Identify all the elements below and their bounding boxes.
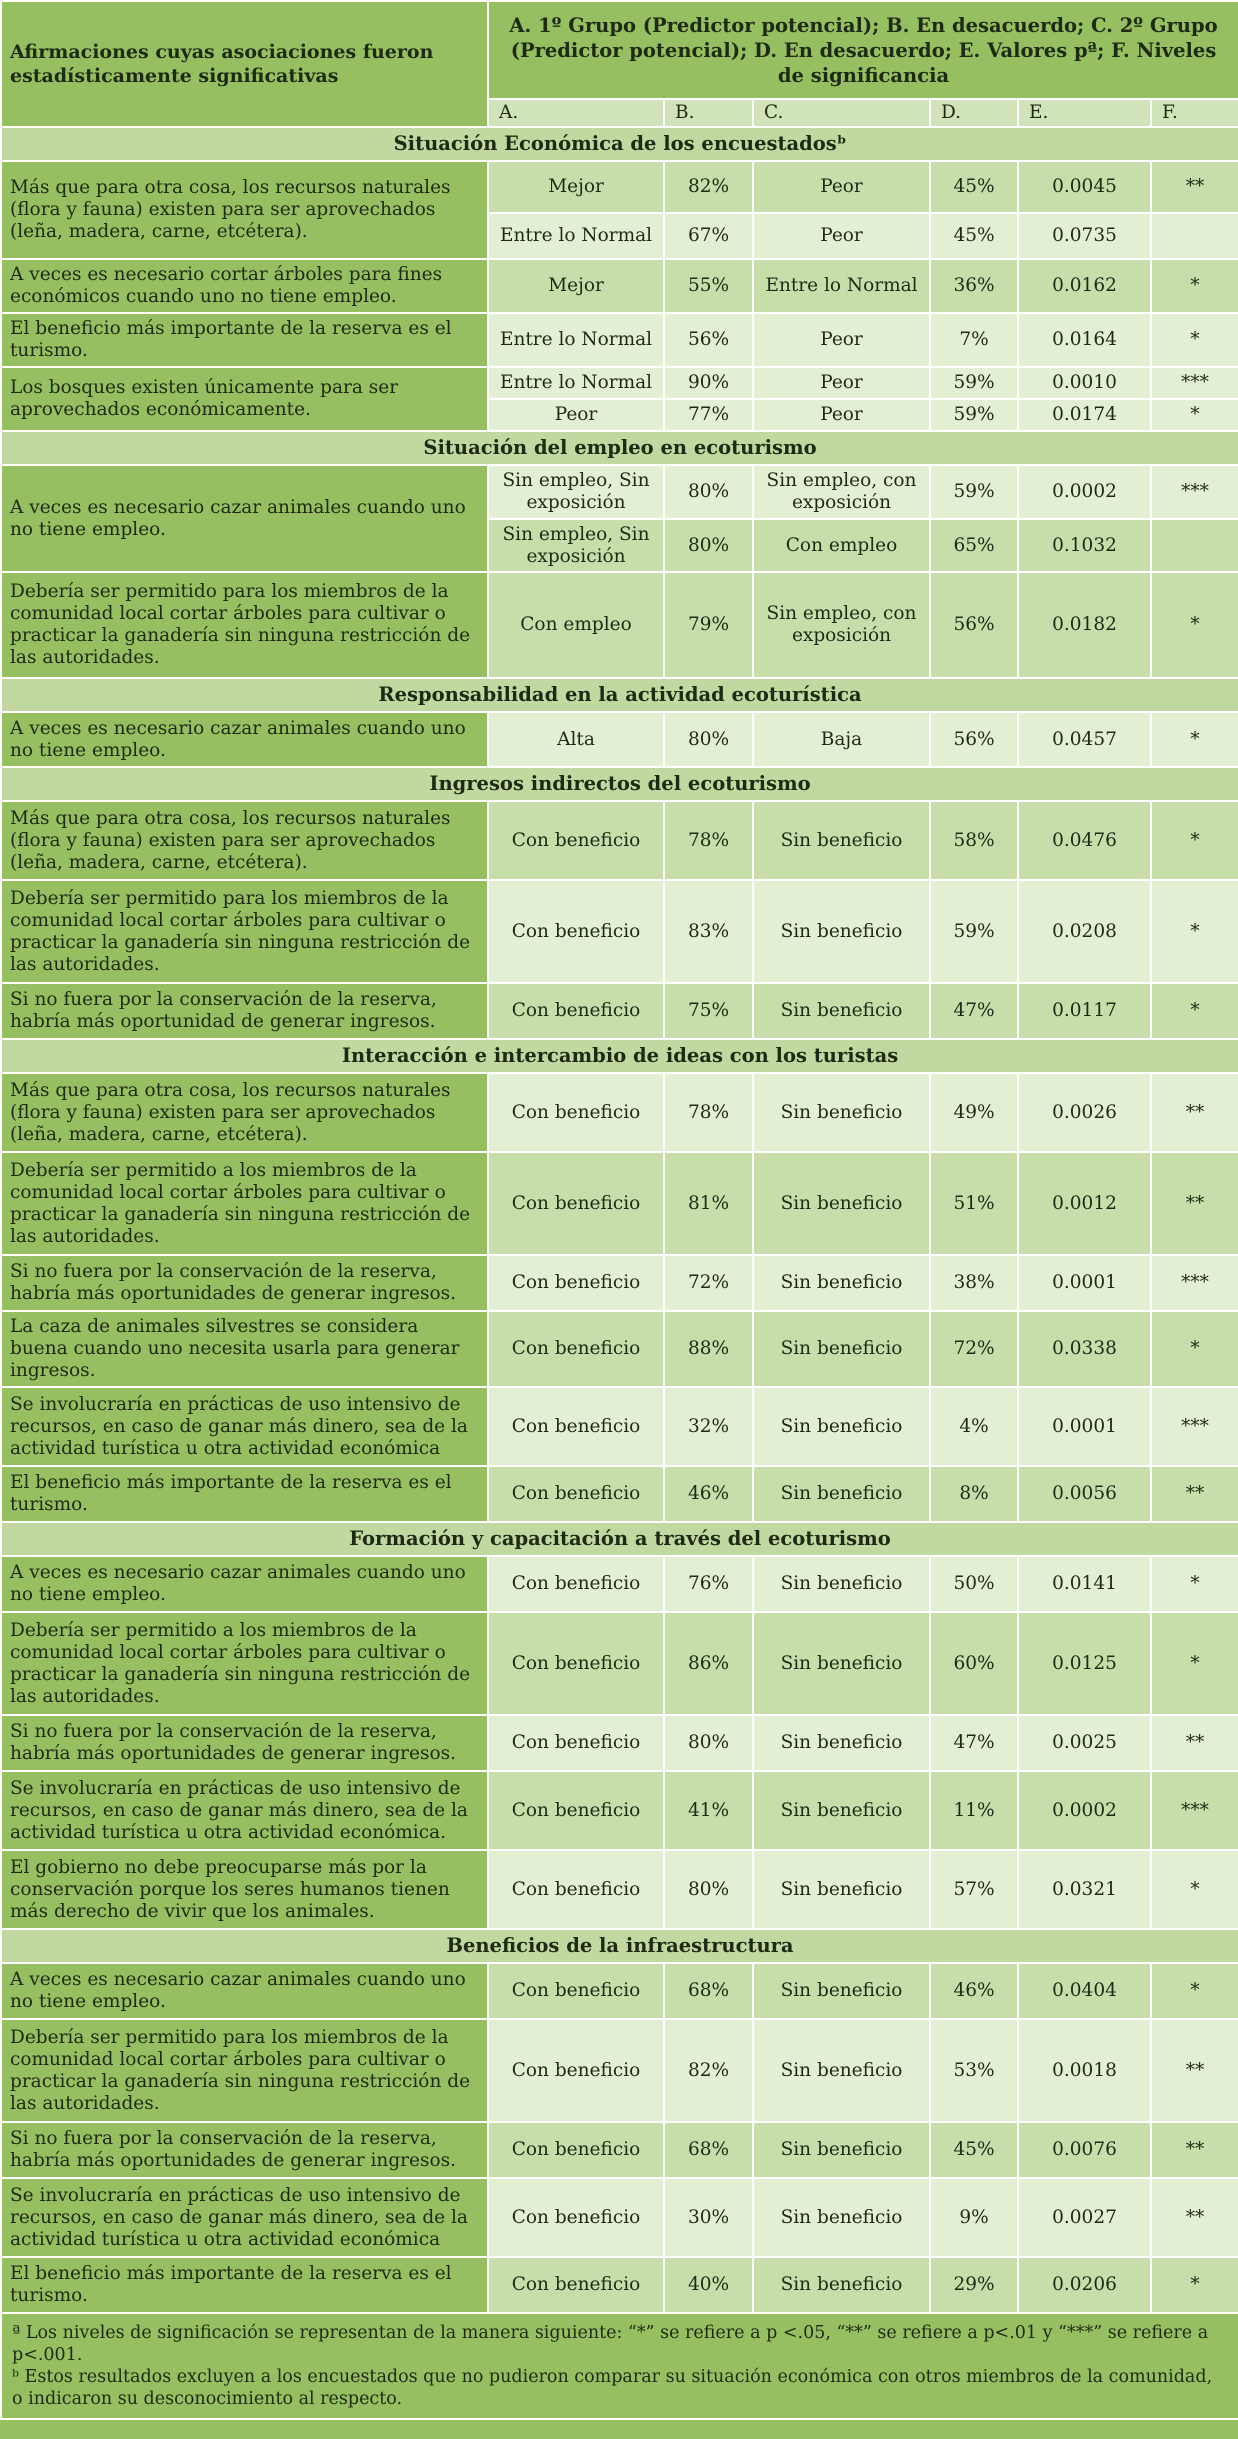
section-row <box>1 1039 1238 1073</box>
significance-cell: * <box>1151 1963 1238 2019</box>
significance-cell: * <box>1151 399 1238 431</box>
statement-cell: Debería ser permitido para los miembros de la comunidad local cortar árboles para cultivar o practicar la ganadería sin ninguna restricción de las autoridades. <box>1 572 488 678</box>
p-value-cell: 0.0164 <box>1018 313 1151 367</box>
pct-b-cell: 75% <box>664 983 753 1039</box>
pct-d-cell: 46% <box>930 1963 1018 2019</box>
significance-cell: *** <box>1151 1255 1238 1311</box>
statement-cell: A veces es necesario cazar animales cuando uno no tiene empleo. <box>1 465 488 572</box>
statement-cell: Si no fuera por la conservación de la reserva, habría más oportunidades de generar ingresos. <box>1 1715 488 1771</box>
statement-cell: Si no fuera por la conservación de la reserva, habría más oportunidades de generar ingresos. <box>1 1255 488 1311</box>
significance-cell: ** <box>1151 1715 1238 1771</box>
group-a-cell: Con beneficio <box>488 1850 664 1929</box>
group-c-cell: Sin beneficio <box>753 1387 930 1466</box>
pct-d-cell: 56% <box>930 712 1018 767</box>
group-a-cell: Con beneficio <box>488 801 664 880</box>
pct-b-cell: 68% <box>664 2122 753 2178</box>
table-row <box>1 1073 1238 1152</box>
pct-b-cell: 41% <box>664 1771 753 1850</box>
group-a-cell: Con beneficio <box>488 2178 664 2257</box>
pct-b-cell: 76% <box>664 1556 753 1612</box>
p-value-cell: 0.0045 <box>1018 161 1151 213</box>
p-value-cell: 0.0208 <box>1018 880 1151 983</box>
statement-cell: Debería ser permitido para los miembros de la comunidad local cortar árboles para cultivar o practicar la ganadería sin ninguna restricción de las autoridades. <box>1 880 488 983</box>
significance-cell: *** <box>1151 1387 1238 1466</box>
group-c-cell: Baja <box>753 712 930 767</box>
group-a-cell: Con beneficio <box>488 2257 664 2313</box>
pct-b-cell: 80% <box>664 1715 753 1771</box>
group-c-cell: Sin beneficio <box>753 2019 930 2122</box>
section-row <box>1 678 1238 712</box>
p-value-cell: 0.0026 <box>1018 1073 1151 1152</box>
group-c-cell: Sin beneficio <box>753 2122 930 2178</box>
table-row <box>1 465 1238 519</box>
pct-d-cell: 38% <box>930 1255 1018 1311</box>
pct-d-cell: 59% <box>930 465 1018 519</box>
pct-b-cell: 79% <box>664 572 753 678</box>
group-c-cell: Sin beneficio <box>753 983 930 1039</box>
p-value-cell: 0.0404 <box>1018 1963 1151 2019</box>
pct-b-cell: 86% <box>664 1612 753 1715</box>
group-c-cell: Sin beneficio <box>753 1073 930 1152</box>
statement-cell: Los bosques existen únicamente para ser aprovechados económicamente. <box>1 367 488 431</box>
pct-d-cell: 58% <box>930 801 1018 880</box>
table-row <box>1 367 1238 399</box>
group-c-cell: Sin beneficio <box>753 1771 930 1850</box>
significance-cell: * <box>1151 880 1238 983</box>
p-value-cell: 0.0010 <box>1018 367 1151 399</box>
pct-b-cell: 81% <box>664 1152 753 1255</box>
pct-d-cell: 45% <box>930 2122 1018 2178</box>
table-row <box>1 313 1238 367</box>
table-row <box>1 1612 1238 1715</box>
group-c-cell: Con empleo <box>753 519 930 572</box>
group-a-cell: Alta <box>488 712 664 767</box>
pct-b-cell: 80% <box>664 465 753 519</box>
group-a-cell: Mejor <box>488 259 664 313</box>
pct-b-cell: 32% <box>664 1387 753 1466</box>
significance-cell: ** <box>1151 2178 1238 2257</box>
significance-cell <box>1151 519 1238 572</box>
significance-cell: ** <box>1151 1073 1238 1152</box>
group-a-cell: Sin empleo, Sin exposición <box>488 519 664 572</box>
significance-cell: * <box>1151 1556 1238 1612</box>
group-c-cell: Peor <box>753 399 930 431</box>
pct-d-cell: 49% <box>930 1073 1018 1152</box>
pct-b-cell: 82% <box>664 2019 753 2122</box>
table-row <box>1 1556 1238 1612</box>
significance-cell: ** <box>1151 1152 1238 1255</box>
statement-cell: Debería ser permitido a los miembros de la comunidad local cortar árboles para cultivar o practicar la ganadería sin ninguna restricción de las autoridades. <box>1 1612 488 1715</box>
pct-b-cell: 72% <box>664 1255 753 1311</box>
p-value-cell: 0.0321 <box>1018 1850 1151 1929</box>
p-value-cell: 0.0001 <box>1018 1387 1151 1466</box>
p-value-cell: 0.0027 <box>1018 2178 1151 2257</box>
section-title: Situación del empleo en ecoturismo <box>1 431 1238 465</box>
pct-d-cell: 7% <box>930 313 1018 367</box>
significance-cell: * <box>1151 572 1238 678</box>
group-a-cell: Con beneficio <box>488 983 664 1039</box>
pct-d-cell: 47% <box>930 1715 1018 1771</box>
group-a-cell: Sin empleo, Sin exposición <box>488 465 664 519</box>
group-a-cell: Entre lo Normal <box>488 367 664 399</box>
section-title: Interacción e intercambio de ideas con los turistas <box>1 1039 1238 1073</box>
group-a-cell: Peor <box>488 399 664 431</box>
table-row <box>1 1466 1238 1522</box>
significance-cell: *** <box>1151 465 1238 519</box>
group-a-cell: Con beneficio <box>488 1715 664 1771</box>
table-row <box>1 1311 1238 1387</box>
p-value-cell: 0.0174 <box>1018 399 1151 431</box>
column-label-f: F. <box>1151 99 1238 127</box>
pct-d-cell: 29% <box>930 2257 1018 2313</box>
p-value-cell: 0.0076 <box>1018 2122 1151 2178</box>
group-a-cell: Con beneficio <box>488 1466 664 1522</box>
statement-cell: Debería ser permitido para los miembros de la comunidad local cortar árboles para cultivar o practicar la ganadería sin ninguna restricción de las autoridades. <box>1 2019 488 2122</box>
significance-cell: ** <box>1151 1466 1238 1522</box>
pct-d-cell: 4% <box>930 1387 1018 1466</box>
pct-b-cell: 88% <box>664 1311 753 1387</box>
p-value-cell: 0.0025 <box>1018 1715 1151 1771</box>
pct-b-cell: 80% <box>664 712 753 767</box>
table-row <box>1 1152 1238 1255</box>
section-title: Beneficios de la infraestructura <box>1 1929 1238 1963</box>
footnote-b: ᵇ Estos resultados excluyen a los encuestados que no pudieron comparar su situación económica con otros miembros de la comunidad, o indicaron su desconocimiento al respecto. <box>12 2367 1213 2409</box>
section-row <box>1 1522 1238 1556</box>
table-row <box>1 2122 1238 2178</box>
p-value-cell: 0.0206 <box>1018 2257 1151 2313</box>
group-c-cell: Sin beneficio <box>753 1963 930 2019</box>
column-label-e: E. <box>1018 99 1151 127</box>
significance-cell: * <box>1151 2257 1238 2313</box>
group-a-cell: Con beneficio <box>488 1771 664 1850</box>
section-title: Ingresos indirectos del ecoturismo <box>1 767 1238 801</box>
group-c-cell: Sin empleo, con exposición <box>753 465 930 519</box>
pct-d-cell: 53% <box>930 2019 1018 2122</box>
group-a-cell: Con beneficio <box>488 1073 664 1152</box>
significance-cell: * <box>1151 712 1238 767</box>
significance-cell: * <box>1151 1311 1238 1387</box>
group-a-cell: Con beneficio <box>488 1963 664 2019</box>
statement-cell: Más que para otra cosa, los recursos naturales (flora y fauna) existen para ser aprovechados (leña, madera, carne, etcétera). <box>1 1073 488 1152</box>
statement-cell: Si no fuera por la conservación de la reserva, habría más oportunidad de generar ingresos. <box>1 983 488 1039</box>
column-label-a: A. <box>488 99 664 127</box>
section-row <box>1 767 1238 801</box>
pct-b-cell: 77% <box>664 399 753 431</box>
group-a-cell: Con beneficio <box>488 1556 664 1612</box>
table-row <box>1 2257 1238 2313</box>
significance-cell <box>1151 213 1238 259</box>
group-c-cell: Sin beneficio <box>753 1255 930 1311</box>
statement-cell: La caza de animales silvestres se considera buena cuando uno necesita usarla para generar ingresos. <box>1 1311 488 1387</box>
p-value-cell: 0.0002 <box>1018 465 1151 519</box>
table-row <box>1 1850 1238 1929</box>
pct-d-cell: 8% <box>930 1466 1018 1522</box>
group-c-cell: Sin beneficio <box>753 880 930 983</box>
table-row <box>1 259 1238 313</box>
group-c-cell: Sin beneficio <box>753 801 930 880</box>
statements-header: Afirmaciones cuyas asociaciones fueron estadísticamente significativas <box>1 1 488 127</box>
pct-b-cell: 83% <box>664 880 753 983</box>
pct-b-cell: 80% <box>664 1850 753 1929</box>
footnotes <box>1 2313 1238 2419</box>
pct-b-cell: 55% <box>664 259 753 313</box>
pct-b-cell: 67% <box>664 213 753 259</box>
group-c-cell: Peor <box>753 161 930 213</box>
table-row <box>1 880 1238 983</box>
pct-d-cell: 60% <box>930 1612 1018 1715</box>
section-row <box>1 431 1238 465</box>
table-row <box>1 1255 1238 1311</box>
p-value-cell: 0.0018 <box>1018 2019 1151 2122</box>
pct-b-cell: 68% <box>664 1963 753 2019</box>
section-row <box>1 1929 1238 1963</box>
statement-cell: A veces es necesario cortar árboles para fines económicos cuando uno no tiene empleo. <box>1 259 488 313</box>
statement-cell: Debería ser permitido a los miembros de la comunidad local cortar árboles para cultivar o practicar la ganadería sin ninguna restricción de las autoridades. <box>1 1152 488 1255</box>
section-title: Formación y capacitación a través del ecoturismo <box>1 1522 1238 1556</box>
section-title: Situación Económica de los encuestadosᵇ <box>1 127 1238 161</box>
p-value-cell: 0.0002 <box>1018 1771 1151 1850</box>
pct-d-cell: 59% <box>930 399 1018 431</box>
table-row <box>1 2178 1238 2257</box>
group-c-cell: Peor <box>753 367 930 399</box>
statement-cell: Se involucraría en prácticas de uso intensivo de recursos, en caso de ganar más dinero, sea de la actividad turística u otra actividad económica <box>1 2178 488 2257</box>
column-label-c: C. <box>753 99 930 127</box>
group-c-cell: Sin beneficio <box>753 1152 930 1255</box>
group-c-cell: Entre lo Normal <box>753 259 930 313</box>
table-row <box>1 161 1238 213</box>
section-title: Responsabilidad en la actividad ecoturística <box>1 678 1238 712</box>
significance-cell: ** <box>1151 2019 1238 2122</box>
pct-d-cell: 9% <box>930 2178 1018 2257</box>
group-c-cell: Sin beneficio <box>753 1850 930 1929</box>
header-row <box>1 1 1238 99</box>
group-c-cell: Sin beneficio <box>753 1466 930 1522</box>
pct-b-cell: 78% <box>664 1073 753 1152</box>
table-row <box>1 1715 1238 1771</box>
pct-b-cell: 82% <box>664 161 753 213</box>
significance-cell: ** <box>1151 161 1238 213</box>
section-row <box>1 127 1238 161</box>
pct-d-cell: 45% <box>930 161 1018 213</box>
table-row <box>1 1771 1238 1850</box>
table-row <box>1 1963 1238 2019</box>
significance-cell: *** <box>1151 367 1238 399</box>
statement-cell: Si no fuera por la conservación de la reserva, habría más oportunidades de generar ingresos. <box>1 2122 488 2178</box>
group-a-cell: Con beneficio <box>488 2122 664 2178</box>
statement-cell: A veces es necesario cazar animales cuando uno no tiene empleo. <box>1 1963 488 2019</box>
group-c-cell: Sin beneficio <box>753 1715 930 1771</box>
significance-cell: * <box>1151 1850 1238 1929</box>
group-c-cell: Sin beneficio <box>753 1612 930 1715</box>
group-a-cell: Mejor <box>488 161 664 213</box>
pct-d-cell: 45% <box>930 213 1018 259</box>
footnotes-row <box>1 2313 1238 2419</box>
table-row <box>1 712 1238 767</box>
group-a-cell: Con beneficio <box>488 1311 664 1387</box>
group-c-cell: Sin beneficio <box>753 1556 930 1612</box>
statement-cell: El gobierno no debe preocuparse más por la conservación porque los seres humanos tienen más derecho de vivir que los animales. <box>1 1850 488 1929</box>
statement-cell: Más que para otra cosa, los recursos naturales (flora y fauna) existen para ser aprovechados (leña, madera, carne, etcétera). <box>1 161 488 259</box>
significance-cell: * <box>1151 259 1238 313</box>
pct-d-cell: 36% <box>930 259 1018 313</box>
statement-cell: El beneficio más importante de la reserva es el turismo. <box>1 313 488 367</box>
group-c-cell: Sin beneficio <box>753 2178 930 2257</box>
p-value-cell: 0.0476 <box>1018 801 1151 880</box>
pct-d-cell: 57% <box>930 1850 1018 1929</box>
pct-d-cell: 59% <box>930 367 1018 399</box>
table-row <box>1 572 1238 678</box>
table-row <box>1 1387 1238 1466</box>
p-value-cell: 0.0141 <box>1018 1556 1151 1612</box>
p-value-cell: 0.0001 <box>1018 1255 1151 1311</box>
group-c-cell: Peor <box>753 213 930 259</box>
p-value-cell: 0.0457 <box>1018 712 1151 767</box>
pct-d-cell: 65% <box>930 519 1018 572</box>
pct-b-cell: 78% <box>664 801 753 880</box>
group-c-cell: Sin empleo, con exposición <box>753 572 930 678</box>
statement-cell: Se involucraría en prácticas de uso intensivo de recursos, en caso de ganar más dinero, sea de la actividad turística u otra actividad económica. <box>1 1771 488 1850</box>
statement-cell: Se involucraría en prácticas de uso intensivo de recursos, en caso de ganar más dinero, sea de la actividad turística u otra actividad económica <box>1 1387 488 1466</box>
table-row <box>1 2019 1238 2122</box>
table-row <box>1 801 1238 880</box>
p-value-cell: 0.0012 <box>1018 1152 1151 1255</box>
p-value-cell: 0.0125 <box>1018 1612 1151 1715</box>
group-a-cell: Con beneficio <box>488 1387 664 1466</box>
pct-d-cell: 50% <box>930 1556 1018 1612</box>
group-a-cell: Entre lo Normal <box>488 213 664 259</box>
group-a-cell: Con beneficio <box>488 1152 664 1255</box>
significance-cell: * <box>1151 983 1238 1039</box>
footnote-a: ª Los niveles de significación se representan de la manera siguiente: “*” se refiere a p <.05, “**” se refiere a p<.01 y “***” se refiere a p<.001. <box>12 2323 1209 2365</box>
significance-cell: * <box>1151 801 1238 880</box>
pct-b-cell: 56% <box>664 313 753 367</box>
p-value-cell: 0.0182 <box>1018 572 1151 678</box>
group-c-cell: Sin beneficio <box>753 1311 930 1387</box>
column-label-b: B. <box>664 99 753 127</box>
pct-b-cell: 80% <box>664 519 753 572</box>
table-row <box>1 983 1238 1039</box>
group-a-cell: Entre lo Normal <box>488 313 664 367</box>
pct-b-cell: 90% <box>664 367 753 399</box>
pct-d-cell: 72% <box>930 1311 1018 1387</box>
p-value-cell: 0.1032 <box>1018 519 1151 572</box>
p-value-cell: 0.0117 <box>1018 983 1151 1039</box>
pct-d-cell: 47% <box>930 983 1018 1039</box>
significance-cell: ** <box>1151 2122 1238 2178</box>
statement-cell: Más que para otra cosa, los recursos naturales (flora y fauna) existen para ser aprovechados (leña, madera, carne, etcétera). <box>1 801 488 880</box>
group-a-cell: Con beneficio <box>488 1255 664 1311</box>
pct-b-cell: 46% <box>664 1466 753 1522</box>
pct-b-cell: 30% <box>664 2178 753 2257</box>
p-value-cell: 0.0338 <box>1018 1311 1151 1387</box>
statement-cell: A veces es necesario cazar animales cuando uno no tiene empleo. <box>1 1556 488 1612</box>
group-a-cell: Con beneficio <box>488 2019 664 2122</box>
columns-legend: A. 1º Grupo (Predictor potencial); B. En desacuerdo; C. 2º Grupo (Predictor potencial); D. En desacuerdo; E. Valores pª; F. Niveles de significancia <box>488 1 1238 99</box>
pct-d-cell: 51% <box>930 1152 1018 1255</box>
significance-cell: * <box>1151 313 1238 367</box>
pct-b-cell: 40% <box>664 2257 753 2313</box>
statement-cell: A veces es necesario cazar animales cuando uno no tiene empleo. <box>1 712 488 767</box>
group-a-cell: Con beneficio <box>488 880 664 983</box>
pct-d-cell: 11% <box>930 1771 1018 1850</box>
statement-cell: El beneficio más importante de la reserva es el turismo. <box>1 1466 488 1522</box>
group-a-cell: Con empleo <box>488 572 664 678</box>
group-a-cell: Con beneficio <box>488 1612 664 1715</box>
statement-cell: El beneficio más importante de la reserva es el turismo. <box>1 2257 488 2313</box>
pct-d-cell: 59% <box>930 880 1018 983</box>
group-c-cell: Peor <box>753 313 930 367</box>
column-label-d: D. <box>930 99 1018 127</box>
pct-d-cell: 56% <box>930 572 1018 678</box>
p-value-cell: 0.0056 <box>1018 1466 1151 1522</box>
group-c-cell: Sin beneficio <box>753 2257 930 2313</box>
p-value-cell: 0.0162 <box>1018 259 1151 313</box>
significance-cell: * <box>1151 1612 1238 1715</box>
significance-cell: *** <box>1151 1771 1238 1850</box>
p-value-cell: 0.0735 <box>1018 213 1151 259</box>
